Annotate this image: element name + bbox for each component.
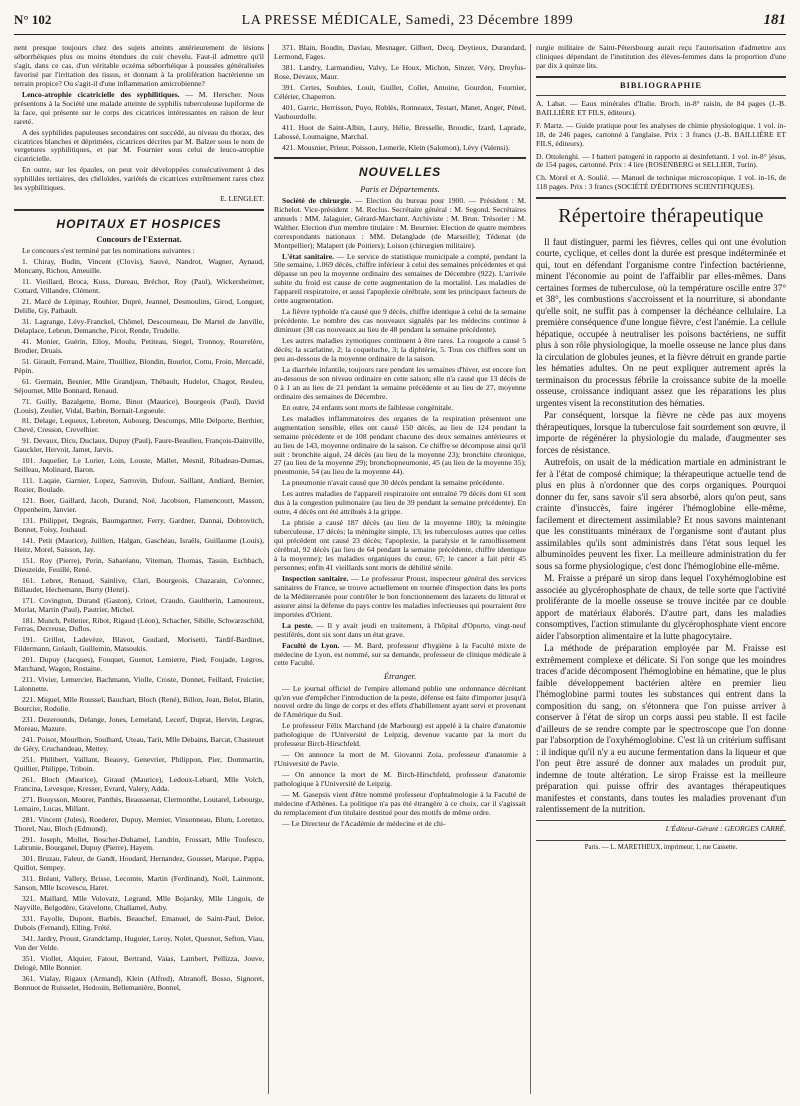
paragraph — [274, 575, 526, 620]
paragraph: 411. Huot de Saint-Albin, Laury, Hélie, Bresselle, Broudic, Izard, Laprade, Labossé, Loumaigne, Marchal. — [274, 122, 526, 141]
nomination-group: 171. Covington, Durand (Gaston), Crinet, Craudo, Gaultherin, Lamoureux, Morlat, Martin (Paul), Pautrier, Michel. — [14, 595, 264, 614]
paragraph: 381. Landry, Larmandieu, Valvy, Le Houx, Michon, Sinzer, Véry, Dreyfus-Rose, Devaux, Maur. — [274, 62, 526, 81]
paragraph-text: — Le service de statistique municipale a compté, pendant la 50e semaine, 1.069 décès, chiffre inférieur à celui des semaines précédentes et qui dépasse un peu la moyenne ordinaire des semaines de Décembre (922). L'arrivée subite du froid est cause de cette augmentation de la mortalité. Les maladies de l'appareil respiratoire, et aussi l'apoplexie cérébrale, sont les principaux facteurs de cette augmentation. — [274, 251, 526, 306]
divider — [274, 157, 526, 159]
subsection-heading: Concours de l'Externat. — [96, 235, 182, 245]
subsection-heading: Étranger. — [383, 671, 417, 682]
divider — [14, 209, 264, 211]
nomination-group: 1. Chiray, Budin, Vincent (Clovis), Sauvé, Nandrot, Wagner, Aynaud, Moncany, Richou, Ameuille. — [14, 257, 264, 276]
section-lead: Faculté de Lyon. — [282, 640, 340, 650]
nomination-group: 71. Guilly, Bazalgette, Borne, Binot (Maurice), Bourgeois (Paul), David (Louis), Zeulier, Vidal, Barbin, Bornait-Legueule. — [14, 396, 264, 415]
paragraph: A des syphilides papuleuses secondaires ont succédé, au niveau du thorax, des cicatrices blanches et déprimées, cicatrices décrites par M. Balzer sous le nom de vergetures syphilitiques, et par M. Fournier sous celui de leuco-atrophie cicatricielle. — [14, 127, 264, 164]
paragraph: Les autres maladies zymotiques continuent à être rares. La rougeole a causé 5 décès; la scarlatine, 2; la coqueluche, 3; la diphtérie, 5. Tous ces chiffres sont un peu au-dessous de la moyenne ordinaire de la saison. — [274, 336, 526, 363]
nomination-group: 21. Macé de Lépinay, Rouhier, Dupré, Jeannel, Desmoulins, Girod, Longuet, Delille, Gy, Pathault. — [14, 297, 264, 315]
nomination-group: 301. Bruzau, Faleur, de Gandt, Houdard, Hernandez, Gousset, Marque, Pappa, Quillot, Sempey. — [14, 854, 264, 873]
nomination-group: 341. Jardry, Proust, Grandclamp, Huguier, Leroy, Nolet, Quesnot, Sefton, Viau, Von der Velde. — [14, 934, 264, 952]
paragraph: La phtisie a causé 187 décès (au lieu de la moyenne 180); la méningite tuberculeuse, 17 décès; la méningite simple, 13; les tuberculoses autres que celles qui précèdent ont causé 23 décès; l'apoplexie, la paralysie et le ramollissement cérébral, 92 décès (au lieu de 64 pendant la semaine précédente, chiffre identique à la moyenne); les maladies organiques du cœur, 67; le cancer a fait périr 45 personnes; enfin 41 vieillards sont morts de débilité sénile. — [274, 518, 526, 572]
paragraph: rurgie militaire de Saint-Pétersbourg aurait reçu l'autorisation d'admettre aux cliniques dépendant de l'institution des élèves-femmes dans la proportion d'une par dix à quinze lits. — [536, 44, 786, 70]
column-rule — [268, 44, 269, 1094]
section-lead: La peste. — [282, 620, 313, 630]
nomination-group: 51. Girault, Ferrand, Maire, Thuilliez, Blondin, Bourlot, Cottu, Froin, Mercadé, Pépin. — [14, 356, 264, 375]
paragraph: La fièvre typhoïde n'a causé que 9 décès, chiffre identique à celui de la semaine précédente. Le nombre des cas nouveaux signalés par les médecins continue à diminuer (38 cas nouveaux au lieu de 48 pendant la semaine précédente). — [274, 307, 526, 335]
printer-credit: Paris. — L. MARETHEUX, imprimeur, 1, rue Cassette. — [536, 840, 786, 852]
paragraph — [274, 622, 526, 640]
paragraph: Autrefois, on usait de la médication martiale en administrant le fer à l'état de composé chimique; la thérapeutique actuelle tend de plus en plus à n'ordonner que des corps organiques. Pourquoi donner du fer, sans savoir s'il sera absorbé, alors qu'on peut, sans crainte d'insuccès, faire ingérer l'hémoglobine elle-même, facilement et directement assimilable? Et nous savons maintenant que les constituants minéraux de l'organisme sont d'autant plus assimilables qu'ils sont administrés dans l'état sous lequel les albuminoïdes peuvent les fixer. La meilleure administration du fer sous sa forme physiologique, c'est donc l'hémoglobine elle-même. — [536, 457, 786, 571]
nomination-group: 311. Bréant, Vallery, Brisse, Lecomte, Martin (Ferdinand), Noël, Lainmont, Sanson, Mlle Iscovescu, Haret. — [14, 874, 264, 893]
section-lead: L'état sanitaire. — [282, 251, 335, 261]
bibliography-list — [536, 100, 786, 193]
masthead — [14, 12, 786, 35]
paragraph: 391. Certes, Soubies, Louit, Guillet, Collet, Antoine, Gourdon, Fournier, Célérier, Chaperron. — [274, 82, 526, 101]
bibliography-entry: Ch. Morel et A. Soulié. — Manuel de technique microscopique. 1 vol. in-16, de 118 pages. Prix : 3 francs (SOCIÉTÉ D'ÉDITIONS SCIENTIFIQUES). — [536, 173, 786, 192]
nomination-group: 61. Germain, Besnier, Mlle Grandjean, Thébault, Hudelot, Chagot, Reuleu, Séjournet, Mlle Bonnard, Renaud. — [14, 376, 264, 395]
section-lead: Lenco-atrophie cicatricielle des syphilitiques. — [22, 89, 180, 99]
nomination-group: 181. Munch, Pelletier, Ribot, Rigaud (Léon), Schacher, Sibille, Schwarzschild, Ferras, Decreuse, Duflos. — [14, 615, 264, 634]
paragraph — [274, 197, 526, 251]
nomination-group: 131. Philippet, Degrais, Baumgartner, Ferry, Gardner, Dannai, Dobrovitch, Bonnet, Foisy, Jouhaud. — [14, 516, 264, 534]
paragraph-text: — Election du bureau pour 1900. — Président : M. Richelot. Vice-président : M. Reclus. Secrétaire général : M. Segond. Secrétaires annuels : MM. Jalaguier, Gérard-Marchant. Archiviste : M. Brun. Trésorier : M. Walther. Election d'un membre titulaire : M. Beurnier. Election de quatre membres correspondants nationaux : MM. Delanglade (de Marseille); Tédenat (de Montpellier); Malapert (de Poitiers); Loison (chirurgien militaire). — [274, 195, 526, 250]
bibliography-entry: F. Martz. — Guide pratique pour les analyses de chimie physiologique. 1 vol. in-18, de 246 pages, cartonné à l'anglaise. Prix : 3 francs (J.-B. BAILLIÈRE ET FILS, éditeurs). — [536, 120, 786, 148]
nomination-group: 41. Monier, Guérin, Elloy, Moulu, Petiteau, Siegel, Tronnoy, Rourrelère, Brodier, Druais. — [14, 336, 264, 355]
nomination-group: 331. Fayolle, Dupont, Barbès, Beauchef, Emanuel, de Saint-Paul, Delor, Dubois (Fernand), Elling, Frété. — [14, 914, 264, 933]
paragraph: — On annonce la mort de M. Giovanni Zoia, professeur d'anatomie à l'Université de Pavie. — [274, 750, 526, 769]
publication-title: LA PRESSE MÉDICALE, Samedi, 23 Décembre 1899 — [241, 13, 574, 28]
nomination-group: 121. Boer, Gaillard, Jacob, Durand, Noé, Jacobson, Flamencourt, Masson, Oppenheim, Janvier. — [14, 496, 264, 515]
divider — [536, 95, 786, 96]
nomination-group: 361. Vialay, Rigaux (Armand), Klein (Alfred), Abranoff, Bosso, Signoret, Bonnuot de Ruisselet, Hedouin, Bellemanière, Bonnel, — [14, 973, 264, 992]
paragraph: La diarrhée infantile, toujours rare pendant les semaines d'hiver, est encore fort au-dessous de son niveau ordinaire en cette saison; elle n'a causé que 13 décès de 0 à 1 an au lieu de 21 pendant la semaine précédente et au lieu de 27, moyenne ordinaire des semaines de Décembre. — [274, 364, 526, 401]
paragraph: Il faut distinguer, parmi les fièvres, celles qui ont une évolution courte, cyclique, et celles dont la durée est presque indéterminée et qui, tout en défendant l'organisme contre l'infection bactérienne, minent l'économie au point de l'affaiblir par elles-mêmes. Dans certaines formes de tuberculose, où la température oscille entre 37° et 38°, les combustions s'accroissent et la nourriture, si abondante qu'elle soit, ne suffit pas à compenser la déchéance cellulaire. La première conséquence d'une longue fièvre, c'est l'anémie. La cellule hépatique, occupée à neutraliser les poisons bactériens, ne suffit plus à son rôle physiologique, la moelle osseuse ne lance plus dans la circulation de globules jeunes, et la fièvre détruit en grande partie les hématies adultes. On ne peut expliquer autrement après la terminaison du processus fébrile la croissance subite de la moelle osseuse, croissance indiquant assez que les réparations les plus urgentes visent la reconstitution des hématies. — [536, 236, 786, 408]
nomination-group: 231. Dezerounds, Delange, Jones, Lemeland, Lecerf, Duprat, Hervin, Legras, Moreau, Mazure. — [14, 715, 264, 734]
paragraph: Les autres maladies de l'appareil respiratoire ont entraîné 79 décès dont 61 sont dus à la congestion pulmonaire (au lieu de 39 pendant la semaine précédente). En outre, 4 décès ont été attribués à la grippe. — [274, 489, 526, 517]
paragraph: Le concours s'est terminé par les nominations suivantes : — [22, 246, 195, 256]
section-heading: HOPITAUX ET HOSPICES — [56, 217, 222, 232]
paragraph-text: — M. Bard, professeur d'hygiène à la Faculté mixte de médecine de Lyon, est nommé, sur sa demande, professeur de clinique médicale à cette Faculté. — [274, 640, 526, 668]
paragraph — [14, 91, 264, 127]
nomination-group: 31. Lagrange, Lévy-Franckel, Chômel, Descourneau, De Martel de Janville, Delaplace, Lebrun, Demanche, Picot, Rende, Trudelle. — [14, 316, 264, 335]
paragraph: 401. Garric, Herrisson, Puyo, Roblès, Ronneaux, Testart, Manet, Anger, Pénel, Vaubourdolle. — [274, 102, 526, 121]
nomination-group: 241. Poisot, Mourlhon, Soulhard, Uteau, Tarit, Mlle Debains, Barcat, Chasteuet de Géry, Cruchandeau, Mettey. — [14, 734, 264, 753]
paragraph: Les maladies inflammatoires des organes de la respiration présentent une augmentation sensible, elles ont causé 150 décès, au lieu de 124 pendant la semaine précédente et de 108 pendant chacune des deux semaines antérieures et au lieu de 143, moyenne ordinaire de la saison. Ce chiffre se décompose ainsi qu'il suit : bronchite aiguë, 24 décès (au lieu de la moyenne 23); bronchite chronique, 27 (au lieu de la moyenne 29); bronchopneumonie, 45 (au lieu de la moyenne 35); pneumonie, 54 (au lieu de la moyenne 44). — [274, 413, 526, 477]
paragraph-text: — Il y avait jeudi en traitement, à l'hôpital d'Oporto, vingt-neuf pestiférés, dont six sont dans un état grave. — [274, 620, 526, 639]
nomination-group: 101. Juquelier, Le Lorier, Loin, Louste, Mallet, Mesnil, Ribadeau-Dumas, Seilleau, Molinard, Baron. — [14, 456, 264, 475]
paragraph: La pneumonie n'avait causé que 30 décès pendant la semaine précédente. — [282, 478, 505, 488]
section-heading: BIBLIOGRAPHIE — [620, 80, 702, 90]
nomination-group: 321. Maillard, Mlle Volovatz, Legrand, Mlle Bojarsky, Mlle Lingois, de Nayville, Belgodère, Gravelotte, Challamel, Auby. — [14, 894, 264, 913]
nomination-group: 281. Vincent (Jules), Roederer, Dupuy, Mernier, Vinsonneau, Blum, Lorenzo, Thorel, Nau, Bloch (Edmond). — [14, 814, 264, 833]
paragraph-text: — Le professeur Proust, inspecteur général des services sanitaires de France, se trouve actuellement en tournée d'inspection dans les ports de la Méditerranée pour contrôler le bon fonctionnement des lazarets du littoral et assurer ainsi la défense du pays contre les maladies infectieuses qui pourraient être importées d'Orient. — [274, 573, 526, 619]
nomination-group: 211. Vivier, Lemercier, Bachmann, Violle, Croste, Donnet, Feillard, Fruictier, Lalonnette. — [14, 675, 264, 694]
nomination-group: 191. Grillot, Ladevèze, Blavot, Goulard, Morisetti, Tardif-Bardinet, Fildermann, Gréault, Guillemin, Matsoukis. — [14, 635, 264, 654]
column-right — [536, 44, 786, 1094]
bibliography-entry: A. Labat. — Eaux minérales d'Italie. Broch. in-8° raisin, de 84 pages (J.-B. BAILLIÈRE ET FILS, éditeurs). — [536, 98, 786, 117]
nomination-group: 221. Miquel, Mlle Roussel, Bauchart, Bloch (René), Billon, Jean, Belot, Blatin, Bourcier, Rodolie. — [14, 695, 264, 714]
paragraph-text: — M. Herscher. Nous présentons à la Société une malade atteinte de syphilis tuberculeuse lupiforme de la face, qui présente sur le corps des cicatrices intéressantes en raison de leur rareté. — [14, 89, 264, 126]
paragraph: — Le Directeur de l'Académie de médecine et de chi- — [282, 818, 446, 828]
section-heading: Répertoire thérapeutique — [558, 205, 764, 228]
nomination-group: 111. Laqaie, Garnier, Lopez, Sarrovin, Dufour, Saillant, Andiard, Bernier, Rozier, Boulade. — [14, 476, 264, 495]
nomination-group: 251. Philibert, Vaillant, Beauvy, Genevrier, Philippon, Pier, Dommartin, Quillier, Philippe, Triboin. — [14, 754, 264, 773]
nomination-group: 151. Roy (Pierre), Perin, Sabaréanu, Viteman, Thomas, Tassin, Eschbach, Dieuzeide, Feuillé, René. — [14, 555, 264, 574]
nomination-group: 11. Vieillard, Broca, Kuss, Dureau, Bréchot, Roy (Paul), Wickersheimer, Cottard, Villandre, Clément. — [14, 277, 264, 296]
divider — [536, 197, 786, 199]
bibliography-entry: D. Ottolenghi. — I batteri patogeni in rapporto ai desinfettanti. 1 vol. in-8° jésus, de 154 pages, cartonné. Prix : 4 lire (ROSENBERG et SELLIER, Turin). — [536, 151, 786, 170]
paragraph: Par conséquent, lorsque la fièvre ne cède pas aux moyens thérapeutiques, lorsque la tuberculose fait sourdement son œuvre, il importe de régénérer la physiologie du malade, d'augmenter ses forces de résistance. — [536, 410, 786, 455]
nominations-list — [14, 258, 264, 993]
nomination-group: 161. Lebret, Renaud, Sainlive, Clari, Bourgeois, Chazarain, Co'onnec, Billaudet, Hechemann, Burty (Henri). — [14, 575, 264, 594]
therapeutic-text — [536, 237, 786, 816]
page-number: 181 — [763, 12, 786, 28]
column-rule — [530, 44, 531, 1094]
paragraph: La méthode de préparation employée par M. Fraisse est extrêmement complexe et délicate. Si l'on songe que les moindres traces d'acide décomposent l'hémoglobine en hématine, que le plus faible développement bactérien altère en premier lieu l'hémoglobine parmi toutes les substances qui entrent dans la composition du sang, on s'étonnera que l'on puisse arriver à conserver à l'état de sirop un corps aussi peu stable. Il est facile d'ailleurs de se rendre compte par le spectroscope que l'on donne par l'absorption de l'oxyhémoglobine. C'est là un critérium suffisant : il indique qu'il n'y a eu aucune fermentation dans la liqueur et que l'on peut être assuré de donner aux malades un produit pur, indemne de toute altération. Le sirop Fraisse est la meilleure préparation qui puisse offrir des avantages thérapeutiques manifestes et constants, dans toutes les maladies provenant d'un ralentissement de la nutrition. — [536, 643, 786, 815]
paragraph — [274, 642, 526, 669]
author-signature: E. LENGLET. — [220, 194, 264, 204]
paragraph: 421. Mousnier, Prieur, Poisson, Lemerle, Klein (Salomon), Lévy (Valensi). — [282, 142, 510, 152]
section-lead: Société de chirurgie. — [282, 195, 352, 205]
subsection-heading: Paris et Départements. — [360, 183, 440, 194]
paragraph: — On annonce la mort de M. Birch-Hirschfeld, professeur d'anatomie pathologique à l'Université de Leipzig. — [274, 770, 526, 789]
section-heading: NOUVELLES — [358, 165, 442, 180]
paragraph: M. Fraisse a préparé un sirop dans lequel l'oxyhémoglobine est associée au glycérophosphate de chaux, de telle sorte que l'activité proliférante de la moelle osseuse se trouve incitée par ce double apport de matériaux élaborés. D'autre part, dans les maladies consomptives, l'action stimulante du glycérophosphate vient encore aider l'absorption alimentaire et la lutte phagocytaire. — [536, 573, 786, 641]
nomination-group: 141. Petit (Maurice), Juillien, Halgan, Gaschéau, Israëls, Guillaume (Louis), Heitz, Morel, Saisson, Jay. — [14, 535, 264, 554]
nomination-group: 201. Dupuy (Jacques), Fouquet, Guenot, Lemierre, Pied, Foujade, Legros, Marchand, Wagon, Rostaine. — [14, 655, 264, 674]
column-middle — [274, 44, 526, 1094]
paragraph: nent presque toujours chez des sujets atteints antérieurement de lésions séborrhéiques plus ou moins étendues du cuir chevelu. Faut-il admettre qu'il s'agit, dans ce cas, d'un véritable eczéma séborrhéique à poussées généralisées favorisé par l'irritation des tissus, et donnant à la prolifération bactérienne un terrain propice? Ou s'agit-il d'une inflammation amicrobienne? — [14, 44, 264, 88]
paragraph: En outre, 24 enfants sont morts de faiblesse congénitale. — [282, 402, 454, 412]
nomination-group: 91. Devaux, Dicu, Duclaux, Dupuy (Paul), Faure-Beaulieu, François-Dainville, Gauckler, Hervoit, Jamet, Jarvis. — [14, 436, 264, 455]
divider — [536, 820, 786, 821]
nomination-group: 351. Viollet, Alquier, Fatout, Bertrand, Vaias, Lambert, Pellizza, Jouve, Delogé, Mlle Bonnier. — [14, 953, 264, 972]
issue-number: N° 102 — [14, 12, 52, 27]
editor-credit: L'Éditeur-Gérant : GEORGES CARRÉ. — [665, 823, 786, 833]
column-left — [14, 44, 264, 1094]
nomination-group: 271. Bouysson, Mourer, Panthès, Beaussenat, Clermonthe, Loutarel, Lebourge, Lemaire, Lucas, Millant. — [14, 794, 264, 813]
paragraph: — Le journal officiel de l'empire allemand publie une ordonnance décrétant qu'en vue d'empêcher l'introduction de la peste, défense est faite d'importer jusqu'à nouvel ordre du linge de corps et des effets d'habillement ayant servi et provenant de l'Amérique du Sud. — [274, 683, 526, 720]
divider — [536, 76, 786, 78]
nomination-group: 81. Delage, Lequeux, Lebreton, Aubourg, Descomps, Mlle Delporte, Berthier, Chevé, Cresson, Crevelhier. — [14, 416, 264, 435]
nomination-group: 291. Joseph, Mollet, Boscher-Duhamel, Landrin, Frossart, Mlle Toufesco, Labrunie, Bourganel, Dupuy (Pierre), Hayem. — [14, 834, 264, 853]
paragraph: En outre, sur les épaules, on peut voir développées consécutivement à des syphilides tertiaires, des chéloïdes, variétés de cicatrices extrêmement rares chez les syphilitiques. — [14, 165, 264, 193]
paragraph: — M. Gasepsis vient d'être nommé professeur d'ophtalmologie à la Faculté de médecine d'Athènes. La politique n'a pas été étrangère à ce choix, car il s'agissait du remplacement d'un titulaire destitué pour des motifs de même ordre. — [274, 790, 526, 817]
paragraph: Le professeur Félix Marchand (de Marbourg) est appelé à la chaire d'anatomie pathologique de l'Université de Leipzig, devenue vacante par la mort du professeur Birch-Hirschfeld. — [274, 721, 526, 749]
nomination-group: 261. Bloch (Maurice), Giraud (Maurice), Ledoux-Lebard, Mlle Volch, Francina, Levesque, Kresser, Evrard, Valery, Adda. — [14, 774, 264, 793]
section-lead: Inspection sanitaire. — [282, 573, 349, 583]
paragraph — [274, 253, 526, 307]
paragraph: 371. Blain, Boudin, Daviau, Mesnager, Gilbert, Decq, Deytieux, Durandard, Lermond, Fages. — [274, 44, 526, 61]
